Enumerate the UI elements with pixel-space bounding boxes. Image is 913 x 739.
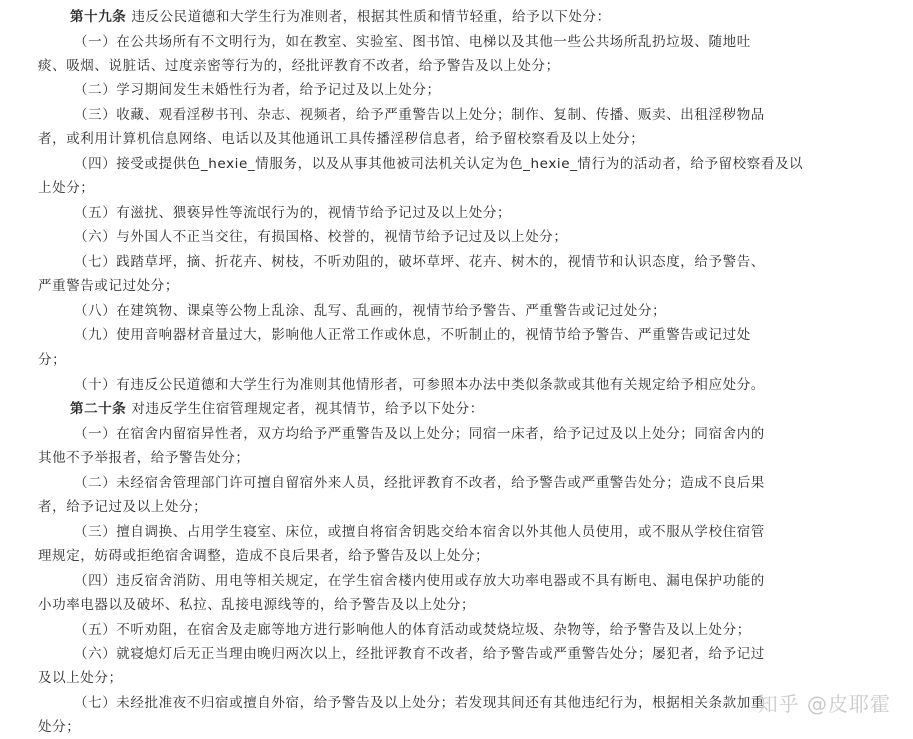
line-text: （五）不听劝阻，在宿舍及走廊等地方进行影响他人的体育活动或焚烧垃圾、杂物等，给予警告及以上处分； bbox=[74, 622, 751, 638]
line-text: 处分； bbox=[38, 719, 81, 735]
line-text: 理规定，妨碍或拒绝宿舍调整，造成不良后果者，给予警告及以上处分； bbox=[38, 548, 490, 564]
doc-line bbox=[74, 81, 441, 99]
line-text: （六）与外国人不正当交往，有损国格、校誉的，视情节给予记过及以上处分； bbox=[74, 229, 568, 245]
line-text: （九）使用音响器材音量过大，影响他人正常工作或休息，不听制止的，视情节给予警告、严重警告或记过处 bbox=[74, 327, 751, 343]
line-text: （三）收藏、观看淫秽书刊、杂志、视频者，给予严重警告以上处分；制作、复制、传播、贩卖、出租淫秽物品 bbox=[74, 107, 765, 123]
doc-line bbox=[74, 523, 765, 541]
doc-line bbox=[38, 351, 66, 369]
doc-line bbox=[74, 425, 765, 443]
doc-line bbox=[38, 718, 80, 736]
doc-line bbox=[38, 498, 207, 516]
doc-line bbox=[74, 253, 765, 271]
line-text: （二）未经宿舍管理部门许可擅自留宿外来人员，经批评教育不改者，给予警告或严重警告处分；造成不良后果 bbox=[74, 475, 765, 491]
watermark: 知乎 @皮耶霍 bbox=[757, 692, 891, 716]
line-text: （一）在宿舍内留宿异性者，双方均给予严重警告及以上处分；同宿一床者，给予记过及以上处分；同宿舍内的 bbox=[74, 426, 765, 442]
doc-line bbox=[74, 302, 666, 320]
line-text: （二）学习期间发生未婚性行为者，给予记过及以上处分； bbox=[74, 82, 441, 98]
doc-line bbox=[74, 33, 751, 51]
line-text: （五）有滋扰、猥亵异性等流氓行为的，视情节给予记过及以上处分； bbox=[74, 205, 512, 221]
doc-line bbox=[74, 326, 751, 344]
doc-line bbox=[38, 277, 179, 295]
doc-line bbox=[38, 669, 123, 687]
doc-line bbox=[70, 400, 484, 418]
line-text: （三）擅自调换、占用学生寝室、床位，或擅自将宿舍钥匙交给本宿舍以外其他人员使用，或不服从学校住宿管 bbox=[74, 524, 765, 540]
line-text: 者，给予记过及以上处分； bbox=[38, 499, 208, 515]
article-heading: 第十九条 bbox=[70, 9, 127, 25]
line-text: 违反公民道德和大学生行为准则者，根据其性质和情节轻重，给予以下处分： bbox=[131, 9, 611, 25]
line-text: 严重警告或记过处分； bbox=[38, 278, 179, 294]
line-text: （八）在建筑物、课桌等公物上乱涂、乱写、乱画的，视情节给予警告、严重警告或记过处分； bbox=[74, 303, 667, 319]
line-text: （四）违反宿舍消防、用电等相关规定，在学生宿舍楼内使用或存放大功率电器或不具有断电、漏电保护功能的 bbox=[74, 573, 765, 589]
doc-line bbox=[74, 694, 765, 712]
doc-line bbox=[74, 572, 765, 590]
line-text: 者，或利用计算机信息网络、电话以及其他通讯工具传播淫秽信息者，给予留校察看及以上处分； bbox=[38, 131, 645, 147]
line-text: （七）未经批准夜不归宿或擅自外宿，给予警告及以上处分；若发现其间还有其他违纪行为，根据相关条款加重 bbox=[74, 695, 765, 711]
doc-line bbox=[74, 228, 568, 246]
doc-line bbox=[38, 547, 489, 565]
doc-line bbox=[38, 449, 250, 467]
line-text: 上处分； bbox=[38, 180, 95, 196]
doc-line bbox=[74, 155, 803, 173]
doc-line bbox=[70, 8, 611, 26]
line-text: 及以上处分； bbox=[38, 670, 123, 686]
article-heading: 第二十条 bbox=[70, 401, 127, 417]
line-text: 小功率电器以及破坏、私拉、乱接电源线等的，给予警告及以上处分； bbox=[38, 597, 476, 613]
line-text: （七）践踏草坪，摘、折花卉、树枝，不听劝阻的，破坏草坪、花卉、树木的，视情节和认识态度，给予警告、 bbox=[74, 254, 765, 270]
doc-line bbox=[74, 376, 765, 394]
line-text: （一）在公共场所有不文明行为，如在教室、实验室、图书馆、电梯以及其他一些公共场所乱扔垃圾、随地吐 bbox=[74, 34, 751, 50]
doc-line bbox=[38, 179, 94, 197]
line-text: （四）接受或提供色_hexie_情服务，以及从事其他被司法机关认定为色_hexie_情行为的活动者，给予留校察看及以 bbox=[74, 156, 804, 172]
doc-line bbox=[74, 621, 751, 639]
line-text: 对违反学生住宿管理规定者，视其情节，给予以下处分： bbox=[131, 401, 484, 417]
doc-line bbox=[38, 57, 560, 75]
line-text: 其他不予举报者，给予警告处分； bbox=[38, 450, 250, 466]
doc-line bbox=[74, 106, 765, 124]
doc-line bbox=[38, 596, 475, 614]
line-text: 痰、吸烟、说脏话、过度亲密等行为的，经批评教育不改者，给予警告及以上处分； bbox=[38, 58, 560, 74]
doc-line bbox=[74, 204, 511, 222]
doc-line bbox=[38, 130, 644, 148]
doc-line bbox=[74, 474, 765, 492]
line-text: 分； bbox=[38, 352, 67, 368]
doc-line bbox=[74, 645, 765, 663]
line-text: （十）有违反公民道德和大学生行为准则其他情形者，可参照本办法中类似条款或其他有关规定给予相应处分。 bbox=[74, 377, 765, 393]
line-text: （六）就寝熄灯后无正当理由晚归两次以上，经批评教育不改者，给予警告或严重警告处分；屡犯者，给予记过 bbox=[74, 646, 765, 662]
